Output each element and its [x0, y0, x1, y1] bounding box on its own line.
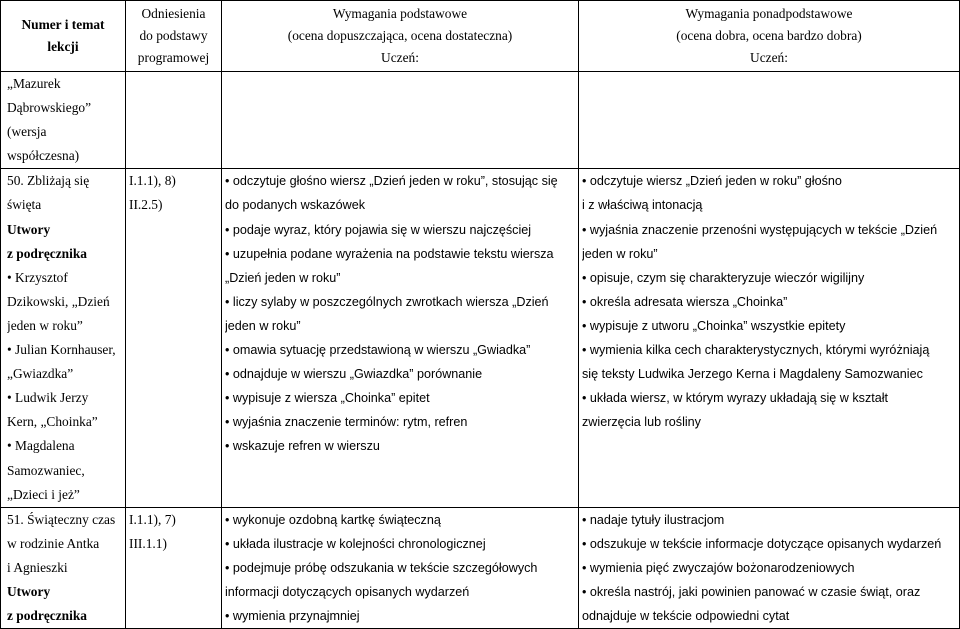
cell-line: „Mazurek: [7, 76, 61, 91]
cell-line: • omawia sytuację przedstawioną w wierszu „Gwiadka”: [225, 343, 531, 358]
advanced-requirements-cell: [579, 72, 960, 169]
cell-line: I.1.1), 8): [129, 173, 176, 189]
cell-line: • określa nastrój, jaki powinien panować w czasie świąt, oraz: [582, 584, 921, 599]
cell-line: Dąbrowskiego”: [7, 100, 92, 116]
cell-line: jeden w roku”: [582, 246, 658, 261]
header-text: (ocena dobra, ocena bardzo dobra): [676, 28, 862, 43]
cell-line: • odnajduje w wierszu „Gwiazdka” porównanie: [225, 367, 483, 382]
cell-line: „Dzieci i jeż”: [7, 486, 80, 502]
cell-line: • nadaje tytuły ilustracjom: [582, 512, 725, 527]
header-text: (ocena dopuszczająca, ocena dostateczna): [287, 28, 513, 43]
cell-line: • układa ilustracje w kolejności chronologicznej: [225, 536, 486, 551]
header-lesson: [1, 1, 126, 72]
reference-cell: [126, 72, 222, 169]
cell-line: „Dzień jeden w roku”: [225, 270, 341, 285]
header-text: Wymagania ponadpodstawowe: [685, 6, 853, 21]
header-row: [1, 1, 960, 72]
cell-line: Kern, „Choinka”: [7, 414, 98, 430]
cell-line: • odczytuje wiersz „Dzień jeden w roku” głośno: [582, 174, 842, 189]
cell-line: • wymienia kilka cech charakterystycznych, którymi wyróżniają: [582, 343, 930, 358]
cell-line: święta: [7, 197, 42, 213]
cell-line: • wskazuje refren w wierszu: [225, 439, 380, 454]
cell-line: • wyjaśnia znaczenie przenośni występujących w tekście „Dzień: [582, 222, 938, 237]
advanced-requirements-cell: [579, 169, 960, 507]
cell-line: do podanych wskazówek: [225, 198, 366, 213]
cell-line: • układa wiersz, w którym wyrazy układają się w kształt: [582, 391, 889, 406]
header-text: Numer i temat: [21, 17, 105, 32]
cell-line: • Magdalena: [7, 438, 75, 454]
cell-line: III.1.1): [129, 535, 167, 551]
lesson-cell: [1, 72, 126, 169]
cell-line: informacji dotyczących opisanych wydarzeń: [225, 584, 470, 599]
cell-line: Samozwaniec,: [7, 462, 85, 478]
cell-line: 51. Świąteczny czas: [7, 511, 116, 527]
cell-line: • wymienia przynajmniej: [225, 609, 360, 624]
advanced-requirements-cell: [579, 507, 960, 628]
cell-line: • wypisuje z utworu „Choinka” wszystkie epitety: [582, 318, 846, 333]
cell-line: • określa adresata wiersza „Choinka”: [582, 294, 788, 309]
header-text: programowej: [137, 50, 210, 65]
cell-line: z podręcznika: [7, 608, 87, 624]
cell-line: Utwory: [7, 583, 51, 599]
header-text: do podstawy: [139, 28, 208, 43]
header-text: Odniesienia: [141, 6, 206, 21]
header-reference: [126, 1, 222, 72]
basic-requirements-cell: [222, 507, 579, 628]
cell-line: Utwory: [7, 221, 51, 237]
cell-line: • wykonuje ozdobną kartkę świąteczną: [225, 512, 441, 527]
lesson-cell: [1, 169, 126, 507]
basic-requirements-cell: [222, 72, 579, 169]
cell-line: • podaje wyraz, który pojawia się w wierszu najczęściej: [225, 222, 532, 237]
table-row: [1, 169, 960, 507]
cell-line: • wypisuje z wiersza „Choinka” epitet: [225, 391, 430, 406]
cell-line: • Ludwik Jerzy: [7, 390, 89, 406]
reference-cell: [126, 169, 222, 507]
cell-line: • Julian Kornhauser,: [7, 342, 116, 358]
reference-cell: [126, 507, 222, 628]
header-text: Uczeń:: [750, 50, 788, 65]
cell-line: (wersja: [7, 124, 47, 140]
cell-line: • Krzysztof: [7, 269, 68, 285]
cell-line: jeden w roku”: [225, 318, 301, 333]
cell-line: • podejmuje próbę odszukania w tekście szczegółowych: [225, 560, 538, 575]
table-row: [1, 72, 960, 169]
cell-line: z podręcznika: [7, 245, 87, 261]
cell-line: • wymienia pięć zwyczajów bożonarodzeniowych: [582, 560, 855, 575]
cell-line: i z właściwą intonacją: [582, 198, 703, 213]
cell-line: • liczy sylaby w poszczególnych zwrotkach wiersza „Dzień: [225, 294, 549, 309]
header-text: Uczeń:: [381, 50, 419, 65]
cell-line: się teksty Ludwika Jerzego Kerna i Magdaleny Samozwaniec: [582, 367, 923, 382]
cell-line: • opisuje, czym się charakteryzuje wieczór wigilijny: [582, 270, 865, 285]
cell-line: odnajduje w tekście odpowiedni cytat: [582, 609, 790, 624]
cell-line: • wyjaśnia znaczenie terminów: rytm, refren: [225, 415, 468, 430]
cell-line: „Gwiazdka”: [7, 366, 74, 382]
cell-line: Dzikowski, „Dzień: [7, 293, 110, 309]
header-basic-requirements: [222, 1, 579, 72]
cell-line: II.2.5): [129, 197, 163, 213]
cell-line: współczesna): [7, 148, 80, 164]
cell-line: i Agnieszki: [7, 559, 68, 575]
header-advanced-requirements: [579, 1, 960, 72]
cell-line: I.1.1), 7): [129, 511, 176, 527]
header-text: Wymagania podstawowe: [332, 6, 468, 21]
cell-line: • odczytuje głośno wiersz „Dzień jeden w roku”, stosując się: [225, 174, 558, 189]
cell-line: zwierzęcia lub rośliny: [582, 415, 701, 430]
cell-line: • odszukuje w tekście informacje dotyczące opisanych wydarzeń: [582, 536, 942, 551]
cell-line: • uzupełnia podane wyrażenia na podstawie tekstu wiersza: [225, 246, 554, 261]
table-row: [1, 507, 960, 628]
basic-requirements-cell: [222, 169, 579, 507]
cell-line: w rodzinie Antka: [7, 535, 100, 551]
header-text: lekcji: [47, 39, 79, 54]
cell-line: jeden w roku”: [7, 317, 83, 333]
lesson-cell: [1, 507, 126, 628]
cell-line: 50. Zbliżają się: [7, 173, 90, 189]
